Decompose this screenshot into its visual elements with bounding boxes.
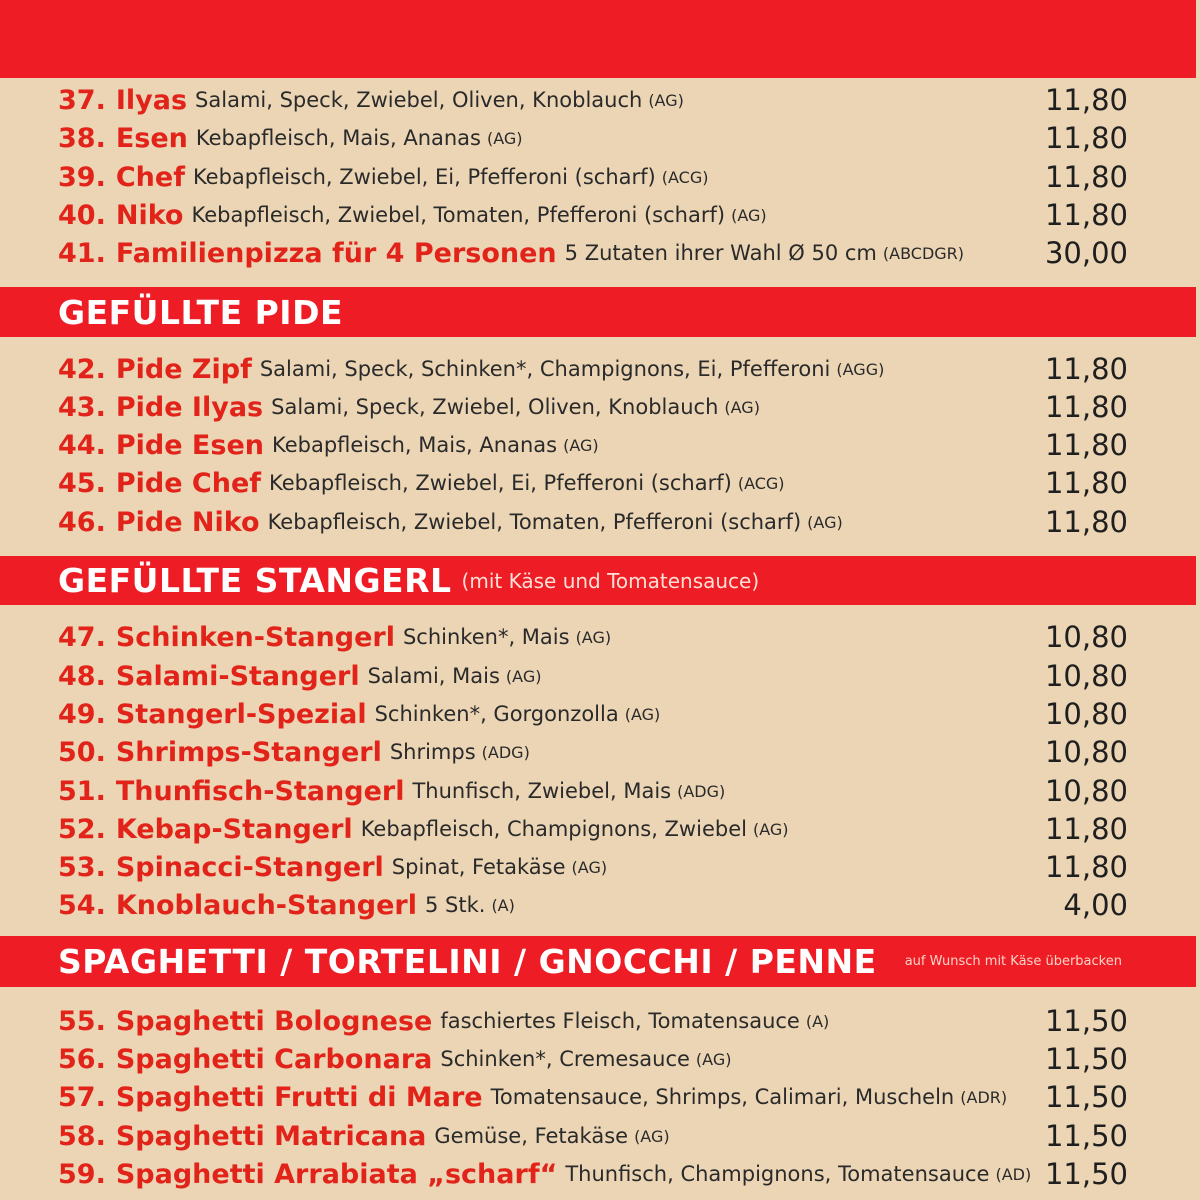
- item-number: 48.: [58, 660, 106, 692]
- allergen-codes: (ACG): [737, 473, 785, 493]
- item-name: Spaghetti Frutti di Mare: [115, 1081, 483, 1113]
- item-price: 11,50: [1044, 1042, 1128, 1076]
- item-name: Spinacci-Stangerl: [115, 851, 384, 883]
- allergen-codes: (AG): [575, 627, 612, 647]
- item-number: 38.: [58, 122, 106, 154]
- item-ingredients: Salami, Mais: [367, 664, 500, 688]
- item-name: Spaghetti Bolognese: [115, 1005, 433, 1037]
- menu-item: [58, 1002, 1128, 1040]
- item-ingredients: Salami, Speck, Zwiebel, Oliven, Knoblauch: [271, 395, 719, 419]
- item-name: Esen: [115, 122, 188, 154]
- menu-item: [58, 119, 1128, 157]
- section-title: SPAGHETTI / TORTELINI / GNOCCHI / PENNE: [58, 942, 877, 981]
- item-number: 59.: [58, 1158, 106, 1190]
- menu-item: [58, 1117, 1128, 1155]
- item-number: 45.: [58, 467, 106, 499]
- item-ingredients: Kebapfleisch, Mais, Ananas: [195, 126, 481, 150]
- item-price: 11,80: [1044, 466, 1128, 500]
- item-ingredients: Schinken*, Gorgonzolla: [374, 702, 619, 726]
- item-price: 11,80: [1044, 352, 1128, 386]
- item-price: 11,80: [1044, 121, 1128, 155]
- item-number: 42.: [58, 353, 106, 385]
- item-name: Spaghetti Matricana: [115, 1120, 427, 1152]
- item-number: 50.: [58, 736, 106, 768]
- item-ingredients: Thunfisch, Champignons, Tomatensauce: [565, 1162, 990, 1186]
- item-name: Niko: [115, 199, 184, 231]
- allergen-codes: (AG): [634, 1126, 670, 1146]
- section-subtitle: (mit Käse und Tomatensauce): [461, 568, 760, 593]
- item-ingredients: Kebapfleisch, Zwiebel, Tomaten, Pfefferoni (scharf): [267, 510, 802, 534]
- item-name: Salami-Stangerl: [115, 660, 360, 692]
- section-title: GEFÜLLTE PIDE: [58, 292, 344, 332]
- allergen-codes: (AG): [807, 512, 843, 532]
- item-number: 53.: [58, 851, 106, 883]
- item-price: 11,80: [1044, 198, 1128, 232]
- menu-item: [58, 81, 1128, 119]
- item-ingredients: 5 Zutaten ihrer Wahl Ø 50 cm: [564, 241, 877, 265]
- section-header-pide: [0, 287, 1196, 337]
- item-ingredients: 5 Stk.: [425, 893, 486, 917]
- allergen-codes: (AG): [571, 857, 608, 877]
- allergen-codes: (A): [491, 895, 515, 915]
- menu-item: [58, 350, 1128, 388]
- allergen-codes: (ACG): [661, 167, 709, 187]
- item-price: 10,80: [1044, 735, 1128, 769]
- item-name: Pide Zipf: [115, 353, 252, 385]
- item-name: Kebap-Stangerl: [115, 813, 353, 845]
- allergen-codes: (ADG): [481, 742, 530, 762]
- item-ingredients: Kebapfleisch, Mais, Ananas: [271, 433, 558, 457]
- menu-item: [58, 1078, 1128, 1116]
- allergen-codes: (AG): [724, 397, 760, 417]
- item-price: 11,80: [1044, 390, 1128, 424]
- item-name: Pide Chef: [115, 467, 262, 499]
- item-name: Stangerl-Spezial: [115, 698, 367, 730]
- item-price: 11,80: [1044, 812, 1128, 846]
- item-number: 39.: [58, 161, 106, 193]
- item-name: Pide Esen: [115, 429, 264, 461]
- item-number: 44.: [58, 429, 106, 461]
- allergen-codes: (AD): [995, 1164, 1032, 1184]
- allergen-codes: (AG): [695, 1049, 732, 1069]
- item-number: 41.: [58, 237, 106, 269]
- item-ingredients: Tomatensauce, Shrimps, Calimari, Muscheln: [490, 1085, 955, 1109]
- menu-item: [58, 886, 1128, 924]
- item-number: 51.: [58, 775, 106, 807]
- allergen-codes: (AG): [752, 819, 789, 839]
- menu-item: [58, 695, 1128, 733]
- item-price: 11,80: [1044, 428, 1128, 462]
- item-price: 11,50: [1044, 1157, 1128, 1191]
- item-price: 11,80: [1044, 160, 1128, 194]
- item-name: Spaghetti Arrabiata „scharf“: [115, 1158, 558, 1190]
- item-price: 11,50: [1044, 1119, 1128, 1153]
- item-number: 49.: [58, 698, 106, 730]
- allergen-codes: (AG): [505, 666, 542, 686]
- item-ingredients: faschiertes Fleisch, Tomatensauce: [440, 1009, 800, 1033]
- allergen-codes: (AG): [563, 435, 599, 455]
- item-name: Schinken-Stangerl: [115, 621, 395, 653]
- item-ingredients: Kebapfleisch, Zwiebel, Tomaten, Pfefferoni (scharf): [191, 203, 726, 227]
- item-number: 54.: [58, 889, 106, 921]
- menu-item: [58, 848, 1128, 886]
- menu-item: [58, 158, 1128, 196]
- menu-item: [58, 810, 1128, 848]
- item-name: Pide Ilyas: [115, 391, 264, 423]
- menu-item: [58, 772, 1128, 810]
- item-price: 10,80: [1044, 697, 1128, 731]
- item-number: 57.: [58, 1081, 106, 1113]
- item-ingredients: Schinken*, Cremesauce: [440, 1047, 690, 1071]
- section-header-spaghetti: [0, 936, 1196, 987]
- item-number: 43.: [58, 391, 106, 423]
- item-number: 37.: [58, 84, 106, 116]
- item-price: 4,00: [1063, 888, 1128, 922]
- menu-item: [58, 388, 1128, 426]
- item-ingredients: Kebapfleisch, Champignons, Zwiebel: [360, 817, 747, 841]
- item-ingredients: Gemüse, Fetakäse: [434, 1124, 629, 1148]
- item-price: 11,80: [1044, 850, 1128, 884]
- allergen-codes: (ADR): [960, 1087, 1008, 1107]
- item-name: Pide Niko: [115, 506, 260, 538]
- allergen-codes: (A): [805, 1011, 830, 1031]
- allergen-codes: (AG): [731, 205, 767, 225]
- item-ingredients: Kebapfleisch, Zwiebel, Ei, Pfefferoni (scharf): [192, 165, 656, 189]
- item-price: 11,80: [1044, 83, 1128, 117]
- item-name: Familienpizza für 4 Personen: [115, 237, 557, 269]
- menu-item: [58, 503, 1128, 541]
- item-name: Chef: [115, 161, 185, 193]
- item-price: 10,80: [1044, 620, 1128, 654]
- item-name: Spaghetti Carbonara: [115, 1043, 433, 1075]
- allergen-codes: (AG): [624, 704, 661, 724]
- item-price: 10,80: [1044, 659, 1128, 693]
- menu-item: [58, 657, 1128, 695]
- item-price: 30,00: [1044, 236, 1128, 270]
- menu-item: [58, 464, 1128, 502]
- section-title: GEFÜLLTE STANGERL: [58, 561, 452, 600]
- item-price: 11,50: [1044, 1080, 1128, 1114]
- item-ingredients: Spinat, Fetakäse: [391, 855, 566, 879]
- item-name: Knoblauch-Stangerl: [115, 889, 417, 921]
- allergen-codes: (AG): [487, 128, 523, 148]
- item-number: 40.: [58, 199, 106, 231]
- section-note: auf Wunsch mit Käse überbacken: [904, 954, 1122, 969]
- item-ingredients: Kebapfleisch, Zwiebel, Ei, Pfefferoni (scharf): [269, 471, 732, 495]
- allergen-codes: (AG): [648, 90, 684, 110]
- menu-item: [58, 1040, 1128, 1078]
- allergen-codes: (ADG): [677, 781, 726, 801]
- item-name: Shrimps-Stangerl: [115, 736, 382, 768]
- item-price: 11,80: [1044, 505, 1128, 539]
- menu-item: [58, 234, 1128, 272]
- item-ingredients: Shrimps: [389, 740, 476, 764]
- menu-item: [58, 1155, 1128, 1193]
- menu-item: [58, 426, 1128, 464]
- item-price: 11,50: [1044, 1004, 1128, 1038]
- item-ingredients: Schinken*, Mais: [402, 625, 570, 649]
- allergen-codes: (ABCDGR): [882, 243, 965, 263]
- item-price: 10,80: [1044, 774, 1128, 808]
- section-header-stangerl: [0, 556, 1196, 605]
- item-number: 56.: [58, 1043, 106, 1075]
- item-number: 47.: [58, 621, 106, 653]
- top-red-band: [0, 0, 1196, 78]
- item-number: 58.: [58, 1120, 106, 1152]
- item-number: 46.: [58, 506, 106, 538]
- item-name: Thunfisch-Stangerl: [115, 775, 405, 807]
- item-ingredients: Salami, Speck, Schinken*, Champignons, Ei, Pfefferoni: [259, 357, 831, 381]
- item-name: Ilyas: [115, 84, 188, 116]
- item-number: 55.: [58, 1005, 106, 1037]
- item-ingredients: Salami, Speck, Zwiebel, Oliven, Knoblauch: [195, 88, 643, 112]
- menu-item: [58, 196, 1128, 234]
- allergen-codes: (AGG): [836, 359, 885, 379]
- item-number: 52.: [58, 813, 106, 845]
- menu-item: [58, 733, 1128, 771]
- item-ingredients: Thunfisch, Zwiebel, Mais: [412, 779, 672, 803]
- menu-item: [58, 618, 1128, 656]
